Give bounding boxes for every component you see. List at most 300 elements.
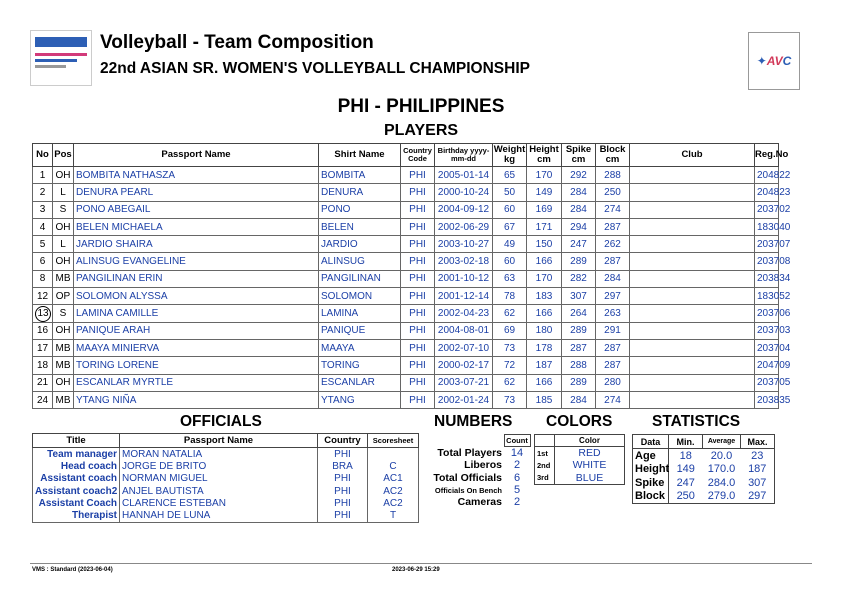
player-height: 166 bbox=[527, 374, 562, 391]
player-height: 149 bbox=[527, 184, 562, 201]
footer-divider bbox=[30, 563, 812, 564]
stats-header-data: Data bbox=[633, 435, 669, 449]
header-regno: Reg.No bbox=[755, 144, 779, 167]
numbers-value: 6 bbox=[513, 471, 521, 484]
player-regno: 183052 bbox=[755, 288, 779, 305]
player-passport-name: YTANG NIÑA bbox=[74, 391, 319, 408]
color-value: WHITE bbox=[572, 459, 607, 472]
header-country-code: Country Code bbox=[401, 144, 435, 167]
player-position: MB bbox=[53, 270, 74, 287]
officials-header-scoresheet: Scoresheet bbox=[368, 434, 419, 448]
player-country: PHI bbox=[401, 167, 435, 184]
player-row bbox=[33, 270, 779, 287]
numbers-value: 2 bbox=[513, 459, 521, 472]
player-country: PHI bbox=[401, 339, 435, 356]
player-shirt-name: PONO bbox=[319, 201, 401, 218]
player-weight: 62 bbox=[493, 374, 527, 391]
player-position: OH bbox=[53, 374, 74, 391]
player-weight: 69 bbox=[493, 322, 527, 339]
player-club bbox=[630, 374, 755, 391]
player-club bbox=[630, 201, 755, 218]
stats-average: 284.0 bbox=[707, 476, 736, 489]
player-position: S bbox=[53, 201, 74, 218]
player-country: PHI bbox=[401, 391, 435, 408]
player-weight: 60 bbox=[493, 201, 527, 218]
color-order: 2nd bbox=[535, 459, 555, 471]
header-birthday: Birthday yyyy-mm-dd bbox=[435, 144, 493, 167]
color-row bbox=[535, 447, 625, 460]
numbers-table bbox=[426, 434, 531, 508]
player-birthday: 2000-02-17 bbox=[435, 357, 493, 374]
player-block: 274 bbox=[596, 201, 630, 218]
player-club bbox=[630, 322, 755, 339]
color-order: 3rd bbox=[535, 472, 555, 485]
stats-header-max: Max. bbox=[741, 435, 775, 449]
player-spike: 284 bbox=[562, 391, 596, 408]
players-heading: PLAYERS bbox=[383, 122, 459, 139]
player-row bbox=[33, 391, 779, 408]
player-block: 291 bbox=[596, 322, 630, 339]
official-row bbox=[33, 497, 419, 509]
player-row bbox=[33, 167, 779, 184]
captain-marker: 13 bbox=[35, 306, 51, 322]
player-height: 170 bbox=[527, 270, 562, 287]
player-position: OH bbox=[53, 167, 74, 184]
stats-average: 279.0 bbox=[707, 490, 736, 503]
player-height: 171 bbox=[527, 218, 562, 235]
stats-max: 187 bbox=[748, 463, 767, 476]
player-country: PHI bbox=[401, 357, 435, 374]
header-pos: Pos bbox=[53, 144, 74, 167]
player-passport-name: ALINSUG EVANGELINE bbox=[74, 253, 319, 270]
player-regno: 183040 bbox=[755, 218, 779, 235]
player-shirt-name: BELEN bbox=[319, 218, 401, 235]
player-regno: 203702 bbox=[755, 201, 779, 218]
player-birthday: 2002-07-10 bbox=[435, 339, 493, 356]
player-club bbox=[630, 391, 755, 408]
player-spike: 287 bbox=[562, 339, 596, 356]
player-shirt-name: PANGILINAN bbox=[319, 270, 401, 287]
official-country: PHI bbox=[318, 473, 368, 485]
official-scoresheet: AC2 bbox=[368, 497, 419, 509]
player-block: 287 bbox=[596, 218, 630, 235]
color-value: RED bbox=[578, 447, 601, 460]
officials-header-passport: Passport Name bbox=[120, 434, 318, 448]
footer-timestamp: 2023-06-29 15:29 bbox=[392, 567, 440, 573]
player-country: PHI bbox=[401, 201, 435, 218]
header-passport-name: Passport Name bbox=[74, 144, 319, 167]
official-title: Head coach bbox=[33, 460, 120, 472]
officials-header-row bbox=[33, 434, 419, 448]
official-title: Team manager bbox=[33, 448, 120, 461]
player-position: MB bbox=[53, 357, 74, 374]
player-spike: 289 bbox=[562, 322, 596, 339]
player-position: MB bbox=[53, 391, 74, 408]
player-height: 166 bbox=[527, 253, 562, 270]
player-regno: 204709 bbox=[755, 357, 779, 374]
player-height: 187 bbox=[527, 357, 562, 374]
player-shirt-name: SOLOMON bbox=[319, 288, 401, 305]
player-spike: 288 bbox=[562, 357, 596, 374]
player-passport-name: SOLOMON ALYSSA bbox=[74, 288, 319, 305]
numbers-row bbox=[426, 496, 530, 508]
numbers-label: Cameras bbox=[457, 496, 502, 509]
player-club bbox=[630, 236, 755, 253]
official-scoresheet bbox=[368, 448, 419, 461]
stats-max: 23 bbox=[751, 449, 764, 462]
official-title: Therapist bbox=[33, 509, 120, 522]
official-row bbox=[33, 509, 419, 522]
colors-header: Color bbox=[555, 435, 625, 447]
stats-header-min: Min. bbox=[669, 435, 703, 449]
player-spike: 289 bbox=[562, 253, 596, 270]
numbers-label: Officials On Bench bbox=[434, 485, 502, 495]
player-passport-name: JARDIO SHAIRA bbox=[74, 236, 319, 253]
header-club: Club bbox=[630, 144, 755, 167]
color-order: 1st bbox=[535, 447, 555, 460]
player-number: 5 bbox=[33, 236, 53, 253]
player-number: 17 bbox=[33, 339, 53, 356]
player-spike: 247 bbox=[562, 236, 596, 253]
numbers-row bbox=[426, 447, 530, 460]
official-row bbox=[33, 485, 419, 497]
stats-header-average: Average bbox=[703, 435, 741, 449]
player-club bbox=[630, 305, 755, 322]
player-club bbox=[630, 184, 755, 201]
player-weight: 72 bbox=[493, 357, 527, 374]
player-position: L bbox=[53, 236, 74, 253]
officials-header-country: Country bbox=[318, 434, 368, 448]
player-block: 288 bbox=[596, 167, 630, 184]
stats-label: Height bbox=[633, 463, 669, 477]
player-regno: 203703 bbox=[755, 322, 779, 339]
player-block: 250 bbox=[596, 184, 630, 201]
player-number: 16 bbox=[33, 322, 53, 339]
player-height: 185 bbox=[527, 391, 562, 408]
player-shirt-name: TORING bbox=[319, 357, 401, 374]
player-weight: 63 bbox=[493, 270, 527, 287]
player-row bbox=[33, 236, 779, 253]
player-weight: 78 bbox=[493, 288, 527, 305]
player-birthday: 2004-08-01 bbox=[435, 322, 493, 339]
numbers-row bbox=[426, 472, 530, 484]
player-spike: 264 bbox=[562, 305, 596, 322]
player-passport-name: TORING LORENE bbox=[74, 357, 319, 374]
player-block: 297 bbox=[596, 288, 630, 305]
statistics-heading: STATISTICS bbox=[652, 413, 741, 430]
player-weight: 60 bbox=[493, 253, 527, 270]
player-shirt-name: DENURA bbox=[319, 184, 401, 201]
player-birthday: 2000-10-24 bbox=[435, 184, 493, 201]
player-height: 169 bbox=[527, 201, 562, 218]
official-country: PHI bbox=[318, 448, 368, 461]
player-weight: 73 bbox=[493, 391, 527, 408]
player-regno: 203834 bbox=[755, 270, 779, 287]
player-passport-name: LAMINA CAMILLE bbox=[74, 305, 319, 322]
header-spike: Spike cm bbox=[562, 144, 596, 167]
statistics-table bbox=[632, 434, 775, 504]
header-height: Height cm bbox=[527, 144, 562, 167]
official-title: Assistant coach2 bbox=[33, 485, 120, 497]
player-number bbox=[33, 305, 53, 322]
player-birthday: 2002-06-29 bbox=[435, 218, 493, 235]
official-name: NORMAN MIGUEL bbox=[120, 473, 318, 485]
player-regno: 203708 bbox=[755, 253, 779, 270]
player-passport-name: PANGILINAN ERIN bbox=[74, 270, 319, 287]
player-country: PHI bbox=[401, 288, 435, 305]
player-shirt-name: ALINSUG bbox=[319, 253, 401, 270]
numbers-label: Total Players bbox=[437, 446, 502, 459]
championship-logo bbox=[30, 30, 92, 86]
team-name: PHI - PHILIPPINES bbox=[337, 96, 505, 117]
player-country: PHI bbox=[401, 322, 435, 339]
player-shirt-name: JARDIO bbox=[319, 236, 401, 253]
player-weight: 73 bbox=[493, 339, 527, 356]
player-block: 280 bbox=[596, 374, 630, 391]
player-country: PHI bbox=[401, 305, 435, 322]
player-height: 150 bbox=[527, 236, 562, 253]
player-birthday: 2005-01-14 bbox=[435, 167, 493, 184]
numbers-heading: NUMBERS bbox=[434, 413, 513, 430]
player-position: OP bbox=[53, 288, 74, 305]
player-club bbox=[630, 167, 755, 184]
player-club bbox=[630, 270, 755, 287]
player-block: 263 bbox=[596, 305, 630, 322]
official-country: BRA bbox=[318, 460, 368, 472]
color-row bbox=[535, 472, 625, 485]
official-row bbox=[33, 473, 419, 485]
player-number: 2 bbox=[33, 184, 53, 201]
player-birthday: 2001-10-12 bbox=[435, 270, 493, 287]
official-scoresheet: T bbox=[368, 509, 419, 522]
player-row bbox=[33, 374, 779, 391]
official-country: PHI bbox=[318, 497, 368, 509]
player-position: S bbox=[53, 305, 74, 322]
player-shirt-name: LAMINA bbox=[319, 305, 401, 322]
player-block: 274 bbox=[596, 391, 630, 408]
player-country: PHI bbox=[401, 184, 435, 201]
numbers-label: Liberos bbox=[464, 459, 502, 472]
official-title: Assistant Coach bbox=[33, 497, 120, 509]
player-weight: 62 bbox=[493, 305, 527, 322]
player-regno: 204822 bbox=[755, 167, 779, 184]
official-scoresheet: AC1 bbox=[368, 473, 419, 485]
player-position: MB bbox=[53, 339, 74, 356]
player-passport-name: BELEN MICHAELA bbox=[74, 218, 319, 235]
player-country: PHI bbox=[401, 236, 435, 253]
player-passport-name: ESCANLAR MYRTLE bbox=[74, 374, 319, 391]
stats-label: Age bbox=[633, 449, 669, 463]
player-regno: 204823 bbox=[755, 184, 779, 201]
player-regno: 203706 bbox=[755, 305, 779, 322]
player-club bbox=[630, 288, 755, 305]
officials-table bbox=[32, 433, 419, 523]
player-position: OH bbox=[53, 218, 74, 235]
numbers-count-header: Count bbox=[504, 435, 530, 447]
player-weight: 50 bbox=[493, 184, 527, 201]
players-header-row bbox=[33, 144, 779, 167]
official-scoresheet: AC2 bbox=[368, 485, 419, 497]
player-row bbox=[33, 339, 779, 356]
player-row bbox=[33, 218, 779, 235]
player-number: 1 bbox=[33, 167, 53, 184]
player-height: 166 bbox=[527, 305, 562, 322]
stats-max: 307 bbox=[748, 476, 767, 489]
player-position: L bbox=[53, 184, 74, 201]
player-row bbox=[33, 357, 779, 374]
player-regno: 203705 bbox=[755, 374, 779, 391]
stats-average: 20.0 bbox=[710, 449, 733, 462]
player-birthday: 2002-01-24 bbox=[435, 391, 493, 408]
player-position: OH bbox=[53, 322, 74, 339]
numbers-value: 14 bbox=[510, 447, 524, 460]
player-club bbox=[630, 218, 755, 235]
player-passport-name: PANIQUE ARAH bbox=[74, 322, 319, 339]
player-shirt-name: YTANG bbox=[319, 391, 401, 408]
player-regno: 203835 bbox=[755, 391, 779, 408]
numbers-value: 2 bbox=[513, 496, 521, 509]
player-number: 12 bbox=[33, 288, 53, 305]
official-row bbox=[33, 460, 419, 472]
player-number: 6 bbox=[33, 253, 53, 270]
player-shirt-name: MAAYA bbox=[319, 339, 401, 356]
player-spike: 284 bbox=[562, 201, 596, 218]
official-country: PHI bbox=[318, 509, 368, 522]
player-passport-name: BOMBITA NATHASZA bbox=[74, 167, 319, 184]
header-shirt-name: Shirt Name bbox=[319, 144, 401, 167]
player-club bbox=[630, 357, 755, 374]
player-height: 183 bbox=[527, 288, 562, 305]
stats-label: Block bbox=[633, 490, 669, 504]
player-row bbox=[33, 305, 779, 322]
stats-row bbox=[633, 476, 775, 490]
player-height: 178 bbox=[527, 339, 562, 356]
officials-header-title: Title bbox=[33, 434, 120, 448]
numbers-row bbox=[426, 484, 530, 496]
color-value: BLUE bbox=[575, 471, 604, 484]
player-number: 4 bbox=[33, 218, 53, 235]
stats-average: 170.0 bbox=[707, 463, 736, 476]
official-name: JORGE DE BRITO bbox=[120, 460, 318, 472]
player-country: PHI bbox=[401, 253, 435, 270]
player-weight: 49 bbox=[493, 236, 527, 253]
numbers-label: Total Officials bbox=[433, 471, 502, 484]
players-table bbox=[32, 143, 791, 409]
official-name: ANJEL BAUTISTA bbox=[120, 485, 318, 497]
official-row bbox=[33, 448, 419, 461]
player-row bbox=[33, 322, 779, 339]
official-name: HANNAH DE LUNA bbox=[120, 509, 318, 522]
stats-min: 247 bbox=[676, 476, 695, 489]
player-position: OH bbox=[53, 253, 74, 270]
stats-row bbox=[633, 490, 775, 504]
player-number: 3 bbox=[33, 201, 53, 218]
officials-heading: OFFICIALS bbox=[180, 413, 262, 430]
player-spike: 294 bbox=[562, 218, 596, 235]
player-number: 8 bbox=[33, 270, 53, 287]
player-club bbox=[630, 339, 755, 356]
official-scoresheet: C bbox=[368, 460, 419, 472]
player-shirt-name: ESCANLAR bbox=[319, 374, 401, 391]
colors-heading: COLORS bbox=[546, 413, 613, 430]
player-row bbox=[33, 201, 779, 218]
championship-title: 22nd ASIAN SR. WOMEN'S VOLLEYBALL CHAMPIONSHIP bbox=[100, 60, 530, 77]
header-block: Block cm bbox=[596, 144, 630, 167]
player-regno: 203704 bbox=[755, 339, 779, 356]
official-name: CLARENCE ESTEBAN bbox=[120, 497, 318, 509]
header-weight: Weight kg bbox=[493, 144, 526, 165]
player-spike: 289 bbox=[562, 374, 596, 391]
official-country: PHI bbox=[318, 485, 368, 497]
color-row bbox=[535, 459, 625, 471]
document-title: Volleyball - Team Composition bbox=[100, 32, 374, 53]
player-country: PHI bbox=[401, 270, 435, 287]
stats-min: 18 bbox=[679, 449, 692, 462]
player-height: 170 bbox=[527, 167, 562, 184]
player-shirt-name: PANIQUE bbox=[319, 322, 401, 339]
player-number: 24 bbox=[33, 391, 53, 408]
player-row bbox=[33, 184, 779, 201]
stats-min: 250 bbox=[676, 490, 695, 503]
player-number: 21 bbox=[33, 374, 53, 391]
stats-row bbox=[633, 463, 775, 477]
player-weight: 65 bbox=[493, 167, 527, 184]
stats-max: 297 bbox=[748, 490, 767, 503]
player-birthday: 2002-04-23 bbox=[435, 305, 493, 322]
player-row bbox=[33, 288, 779, 305]
colors-table bbox=[534, 434, 625, 485]
player-club bbox=[630, 253, 755, 270]
header-no: No bbox=[33, 144, 53, 167]
player-weight: 67 bbox=[493, 218, 527, 235]
player-regno: 203707 bbox=[755, 236, 779, 253]
player-number: 18 bbox=[33, 357, 53, 374]
player-spike: 307 bbox=[562, 288, 596, 305]
player-shirt-name: BOMBITA bbox=[319, 167, 401, 184]
player-block: 287 bbox=[596, 339, 630, 356]
player-height: 180 bbox=[527, 322, 562, 339]
player-passport-name: MAAYA MINIERVA bbox=[74, 339, 319, 356]
player-spike: 292 bbox=[562, 167, 596, 184]
player-birthday: 2004-09-12 bbox=[435, 201, 493, 218]
player-spike: 282 bbox=[562, 270, 596, 287]
stats-label: Spike bbox=[633, 476, 669, 490]
player-passport-name: PONO ABEGAIL bbox=[74, 201, 319, 218]
player-block: 287 bbox=[596, 253, 630, 270]
player-block: 287 bbox=[596, 357, 630, 374]
statistics-header-row bbox=[633, 435, 775, 449]
player-birthday: 2001-12-14 bbox=[435, 288, 493, 305]
numbers-row bbox=[426, 459, 530, 471]
player-passport-name: DENURA PEARL bbox=[74, 184, 319, 201]
stats-row bbox=[633, 449, 775, 463]
numbers-value: 5 bbox=[513, 484, 521, 497]
player-block: 262 bbox=[596, 236, 630, 253]
official-name: MORAN NATALIA bbox=[120, 448, 318, 461]
player-country: PHI bbox=[401, 218, 435, 235]
player-birthday: 2003-02-18 bbox=[435, 253, 493, 270]
stats-min: 149 bbox=[676, 463, 695, 476]
player-spike: 284 bbox=[562, 184, 596, 201]
official-title: Assistant coach bbox=[33, 473, 120, 485]
player-row bbox=[33, 253, 779, 270]
player-country: PHI bbox=[401, 374, 435, 391]
player-birthday: 2003-10-27 bbox=[435, 236, 493, 253]
player-block: 284 bbox=[596, 270, 630, 287]
player-birthday: 2003-07-21 bbox=[435, 374, 493, 391]
avc-logo: ✦AVC bbox=[748, 32, 800, 90]
footer-version: VMS : Standard (2023-06-04) bbox=[32, 567, 113, 573]
